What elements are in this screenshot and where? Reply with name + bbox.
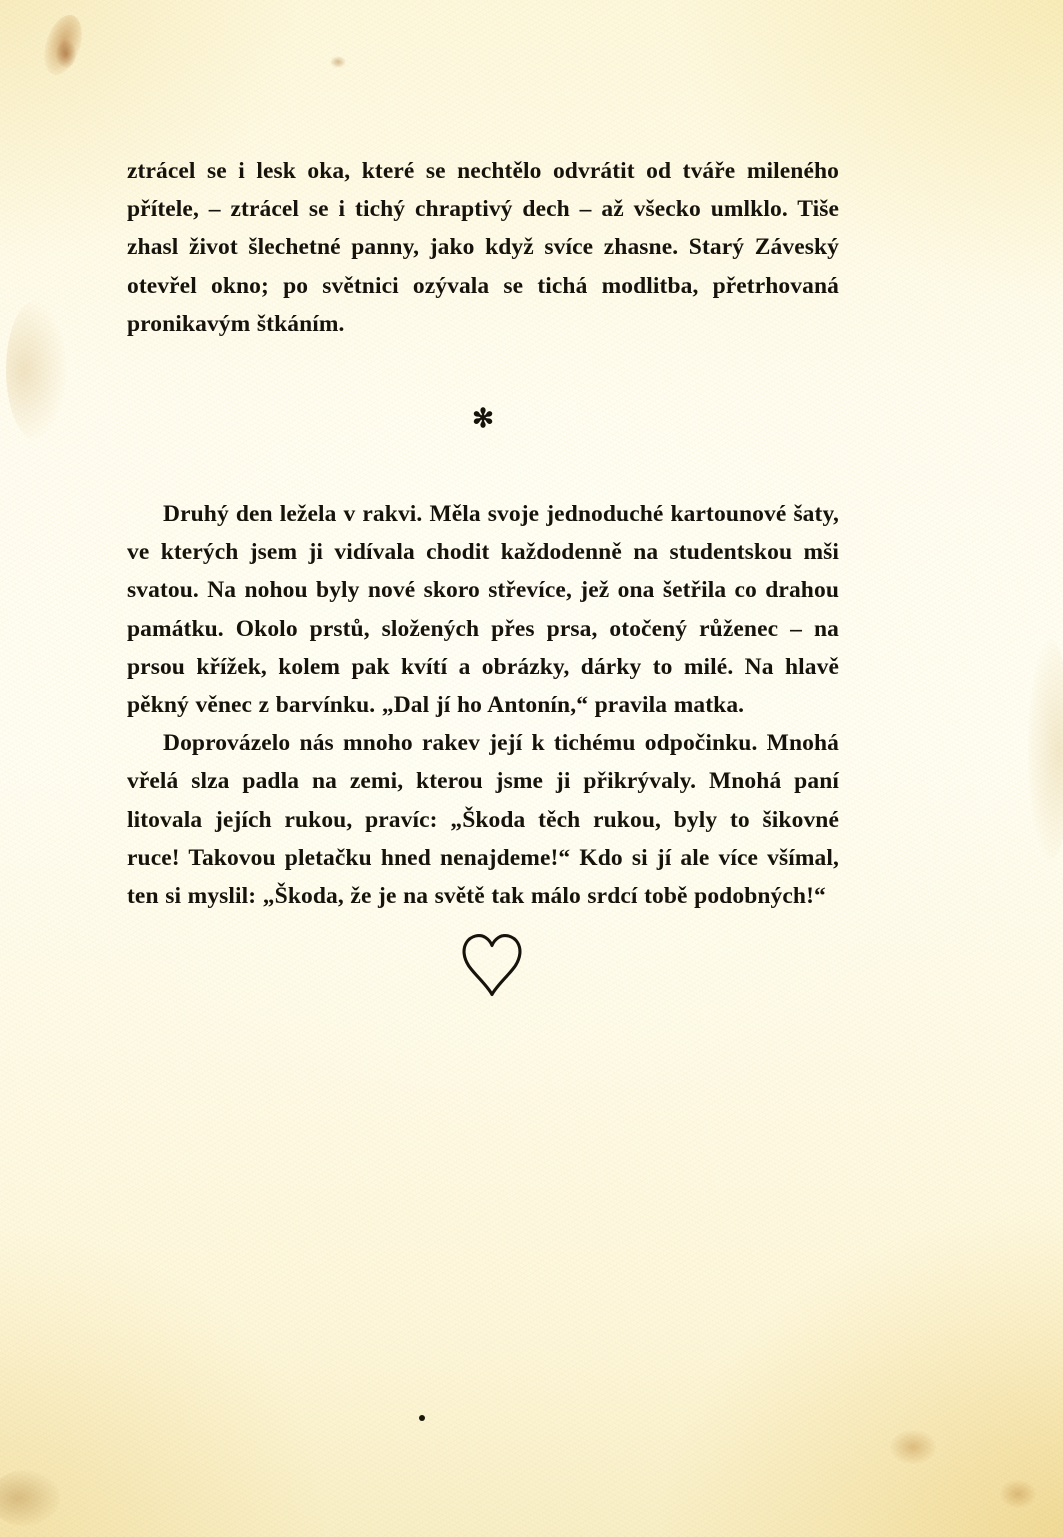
foxing-stain-left-edge [6, 300, 66, 440]
foxing-stain-top-left-core [56, 40, 76, 68]
heart-outline-ornament [460, 928, 524, 998]
paragraph-1: ztrácel se i lesk oka, které se nechtělo odvrátit od tváře mileného přítele, – ztrácel se i tichý chraptivý dech – až všecko umlklo. Tiše zhasl život šlechetné panny, jako když svíce zhasne. Starý Záveský otevřel okno; po světnici ozývala se tichá modlitba, přetrhovaná pronikavým štkáním. [127, 158, 839, 337]
foxing-speck-top-middle [330, 56, 346, 68]
foxing-stain-top-left [37, 10, 88, 79]
asterisk-separator: ✻ [472, 404, 494, 434]
paragraph-3: Doprovázelo nás mnoho rakev její k tichému odpočinku. Mnohá vřelá slza padla na zemi, kterou jsme ji přikrývaly. Mnohá paní litovala jejích rukou, pravíc: „Škoda těch rukou, byly to šikovné ruce! Takovou pletačku hned nenajdeme!“ Kdo si jí ale více všímal, ten si myslil: „Škoda, že je na světě tak málo srdcí tobě podobných!“ [127, 730, 839, 910]
foxing-stain-bottom-right-b [1000, 1480, 1036, 1508]
foxing-stain-right-edge [1028, 640, 1063, 860]
paragraph-2: Druhý den ležela v rakvi. Měla svoje jednoduché kartounové šaty, ve kterých jsem ji vidívala chodit každodenně na studentskou mši svatou. Na nohou byly nové skoro střevíce, jež ona šetřila co drahou památku. Okolo prstů, složených přes prsa, otočený růženec – na prsou křížek, kolem pak kvítí a obrázky, dárky to milé. Na hlavě pěkný věnec z barvínku. „Dal jí ho Antonín,“ pravila matka. [127, 501, 839, 719]
separator-spacer-top [127, 343, 839, 400]
foxing-stain-bottom-left [0, 1470, 60, 1526]
foxing-stain-bottom-right-a [890, 1430, 936, 1464]
page-text-block [127, 152, 839, 915]
ink-speck [419, 1415, 425, 1421]
separator-spacer-bottom [127, 438, 839, 495]
